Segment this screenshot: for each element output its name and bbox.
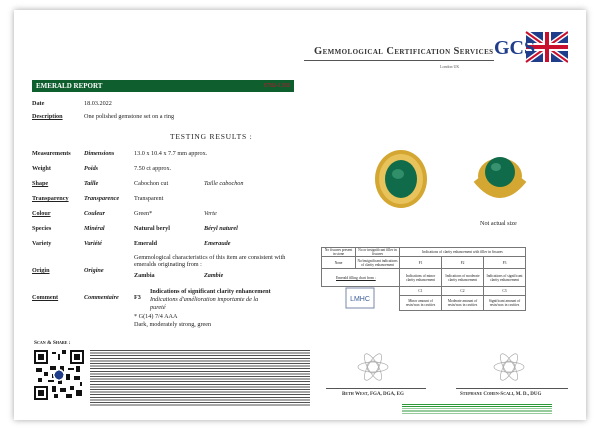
- lab-logo-text: LMHC: [350, 296, 371, 303]
- species-label: Species: [32, 225, 52, 232]
- date-value: 18.03.2022: [84, 100, 112, 107]
- scan-share-label: Scan & Share :: [34, 340, 71, 346]
- shape-fr: Taille: [84, 180, 99, 187]
- shape-label: Shape: [32, 180, 49, 187]
- cell-chart-link[interactable]: Emerald filling chart from :: [322, 269, 400, 287]
- clarity-table: [321, 247, 526, 311]
- variety-fr: Variété: [84, 240, 102, 247]
- weight-fr: Poids: [84, 165, 99, 172]
- measurements-value: 13.0 x 10.4 x 7.7 mm approx.: [134, 150, 208, 157]
- cell-c2: C2: [442, 287, 484, 296]
- weight-label: Weight: [32, 165, 51, 172]
- shape-value-fr: Taille cabochon: [204, 180, 244, 187]
- origin-text-1: Gemmological characteristics of this item are consistent with: [134, 254, 286, 261]
- comment-label: Comment: [32, 294, 59, 301]
- transparency-label: Transparency: [32, 195, 69, 202]
- comment-value-fr-1: Indications d'amélioration importante de la: [150, 296, 259, 303]
- gcs-logo-icon: [492, 30, 568, 64]
- cell-c1: C1: [400, 287, 442, 296]
- variety-value: Emerald: [134, 240, 158, 247]
- comment-code: F3: [134, 294, 141, 301]
- origin-fr: Origine: [84, 267, 104, 274]
- qr-code-icon[interactable]: [34, 350, 84, 400]
- cell-c3-desc: Significant amount of resin/wax in cavities: [484, 295, 526, 310]
- cell-none: None: [322, 257, 356, 269]
- cell-no-filler: No or insignificant filler in fissures: [356, 248, 400, 257]
- cell-f3: F3: [484, 257, 526, 269]
- report-number: S782-1392: [263, 83, 290, 89]
- cell-f2: F2: [442, 257, 484, 269]
- signer-left: Beth West, FGA, DGA, EG: [342, 392, 404, 397]
- comment-grade-desc: Dark, moderately strong, green: [134, 321, 212, 328]
- comment-grade: * G(14) 7/4 AAA: [134, 313, 178, 320]
- lmhc-logo-icon: [345, 287, 375, 309]
- signature-line-right: [456, 388, 568, 389]
- description-label: Description: [32, 113, 63, 120]
- seal-right-icon: [492, 350, 526, 384]
- cell-header: Indications of clarity enhancement with filler in fissures: [400, 248, 526, 257]
- cell-c3: C3: [484, 287, 526, 296]
- measurements-fr: Dimensions: [84, 150, 115, 157]
- origin-value: Zambia: [134, 272, 155, 279]
- variety-value-fr: Emeraude: [204, 240, 231, 247]
- testing-results-title: TESTING RESULTS :: [170, 132, 253, 141]
- photo-caption: Not actual size: [480, 220, 517, 227]
- transparency-value: Transparent: [134, 195, 164, 202]
- ring-photo-side: [470, 150, 530, 206]
- species-fr: Minéral: [84, 225, 105, 232]
- colour-fr: Couleur: [84, 210, 105, 217]
- cell-f2-desc: Indications of moderate clarity enhancement: [442, 269, 484, 287]
- variety-label: Variety: [32, 240, 52, 247]
- logo-text: GCS: [494, 37, 536, 59]
- ring-photo-top: [372, 148, 430, 210]
- cell-no-fissures: No fissures present in stone: [322, 248, 356, 257]
- cell-c1-desc: Minor amount of resin/wax in cavities: [400, 295, 442, 310]
- cell-f1-desc: Indications of minor clarity enhancement: [400, 269, 442, 287]
- colour-value-fr: Verte: [204, 210, 217, 217]
- header-title: Gemmological Certification Services: [314, 46, 494, 57]
- measurements-label: Measurements: [32, 150, 71, 157]
- header-city: London UK: [440, 64, 460, 69]
- cell-f3-desc: Indications of significant clarity enhancement: [484, 269, 526, 287]
- species-value-fr: Béryl naturel: [204, 225, 238, 232]
- transparency-fr: Transparence: [84, 195, 120, 202]
- green-footnote: [402, 404, 552, 414]
- seal-left-icon: [356, 350, 390, 384]
- colour-label: Colour: [32, 210, 51, 217]
- header-rule: [304, 60, 494, 61]
- shape-value: Cabochon cut: [134, 180, 169, 187]
- comment-fr: Commentaire: [84, 294, 119, 301]
- signer-right: Stephane Cohen-Scali, M. D., DUG: [460, 392, 542, 397]
- origin-value-fr: Zambie: [204, 272, 224, 279]
- signature-line-left: [326, 388, 426, 389]
- report-title: EMERALD REPORT: [36, 82, 103, 90]
- certificate-sheet: [14, 10, 586, 420]
- colour-value: Green*: [134, 210, 153, 217]
- species-value: Natural beryl: [134, 225, 170, 232]
- description-value: One polished gemstone set on a ring: [84, 113, 175, 120]
- date-label: Date: [32, 100, 45, 107]
- comment-value: Indications of significant clarity enhancement: [150, 288, 271, 295]
- weight-value: 7.50 ct approx.: [134, 165, 172, 172]
- cell-c2-desc: Moderate amount of resin/wax in cavities: [442, 295, 484, 310]
- origin-text-2: emeralds originating from :: [134, 261, 202, 268]
- comment-value-fr-2: pureté: [150, 304, 166, 311]
- cell-f1: F1: [400, 257, 442, 269]
- origin-label: Origin: [32, 267, 50, 274]
- disclaimer-text: [90, 350, 310, 406]
- report-title-bar: [32, 80, 294, 92]
- cell-insignificant: No/insignificant indications of clarity enhancement: [357, 258, 398, 267]
